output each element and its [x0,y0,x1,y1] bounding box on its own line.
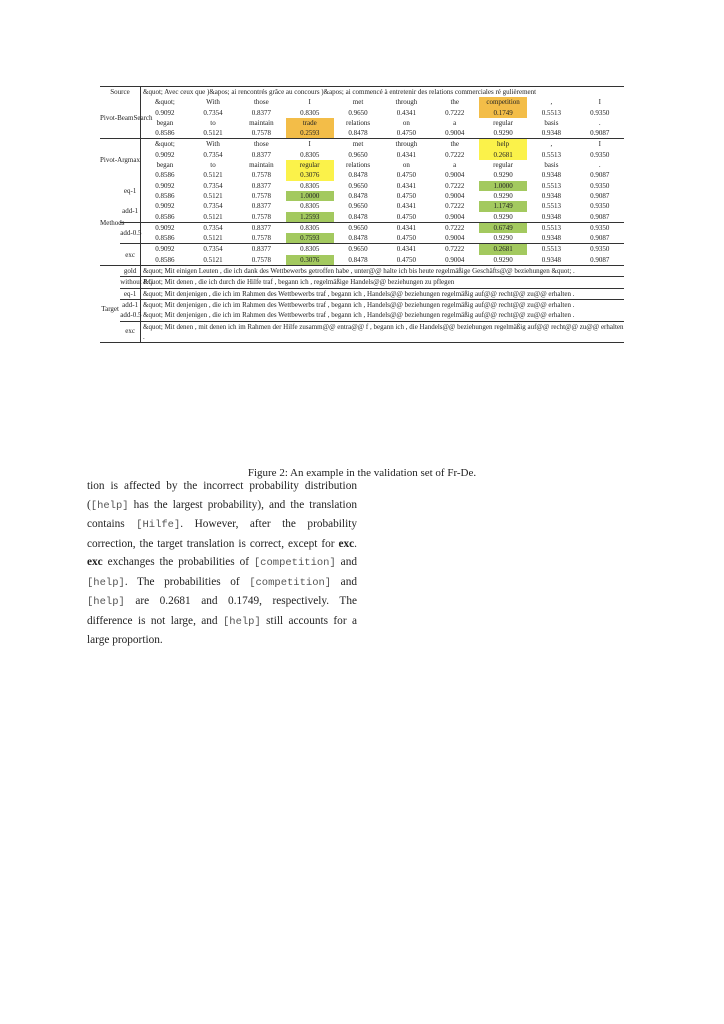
target-row [100,321,624,342]
prob-cell: 0.9087 [590,234,610,243]
token-cell: maintain [249,161,274,170]
method-name: add-1 [120,201,140,222]
prob-cell: 0.8305 [300,202,320,211]
token-cell: help [479,139,527,150]
prob-cell: 0.9087 [590,255,610,264]
prob-cell: 0.9092 [155,108,175,117]
prob-cell: 0.9348 [541,191,562,200]
prob-cell: 0.9350 [590,108,610,117]
token-cell: I [308,98,311,107]
target-method-name: without P.C [120,278,153,287]
prob-cell: 0.7354 [203,181,223,190]
prob-cell: 0.4341 [396,150,417,159]
section-label: Target [101,305,119,314]
target-text: &quot; Mit denen , mit denen ich im Rahmen der Hilfe zusamm@@ entra@@ f , begann ich , die Handels@@ beziehungen regelmäßig auf@@ recht@@ zu@@ erhalten . [141,321,625,342]
prob-cell: 0.8586 [155,234,175,243]
method-row [100,233,624,244]
figure-caption: Figure 2: An example in the validation set of Fr-De. [247,467,477,479]
code-token: [competition] [249,576,332,589]
prob-cell: 0.9350 [576,222,624,233]
token-cell: through [395,98,418,107]
token-cell: . [598,161,601,170]
target-row [100,299,624,310]
prob-cell: 0.7578 [251,191,271,200]
prob-cell: 0.9290 [493,129,513,138]
prob-cell: 0.8478 [348,255,368,264]
prob-cell: 0.1749 [479,108,527,118]
target-text: &quot; Mit denjenigen , die ich im Rahmen des Wettbewerbs traf , begann ich , Handels@@ beziehungen regelmäßig auf@@ recht@@ zu@@ erhalten . [143,311,575,320]
prob-cell: 0.4341 [396,181,417,190]
token-cell: , [550,98,553,107]
prob-cell: 0.8377 [251,108,271,117]
prob-cell: 0.4341 [382,222,430,233]
prob-cell: 0.4750 [396,191,417,200]
token-cell: through [382,139,430,150]
prob-cell: 0.8586 [155,255,175,264]
example-table [100,86,624,343]
token-cell: those [253,98,269,107]
prob-cell: 0.8586 [155,171,175,180]
method-row [100,191,624,201]
prob-cell: 0.8377 [237,244,285,255]
text: . However, after the probability correction, the target translation is correct, except for [87,518,357,550]
target-text: &quot; Mit einigen Leuten , die ich dank des Wettbewerbs getroffen habe , unter@@ halte ich bis heute regelmäßige Geschäfts@@ beziehungen &quot; . [141,266,625,277]
text: exchanges the probabilities of [102,556,254,568]
prob-cell: 1.1749 [479,201,527,211]
target-method-name: add-0.5 [120,311,142,320]
prob-cell: 0.4750 [396,129,417,138]
method-row [100,212,624,223]
token-cell: basis [544,118,559,127]
token-cell: With [206,98,220,107]
method-name: exc [120,244,140,266]
token-cell: regular [286,160,334,170]
prob-cell: 0.8305 [286,222,334,233]
prob-cell: 0.5513 [541,150,562,159]
prob-cell: 0.9004 [445,129,465,138]
method-row [100,222,624,233]
token-cell: &quot; [141,139,189,150]
token-cell: began [156,161,174,170]
prob-cell: 0.9004 [445,255,465,264]
prob-cell: 0.8305 [300,108,320,117]
method-row [100,97,624,107]
method-name: Pivot-BeamSearch [100,97,141,139]
method-name: exc [338,537,355,550]
prob-cell: 0.9004 [445,212,465,221]
prob-cell: 0.9087 [590,212,610,221]
token-cell: , [527,139,575,150]
prob-cell: 0.9650 [334,244,382,255]
prob-cell: 0.4750 [396,171,417,180]
prob-cell: 0.9092 [155,202,175,211]
method-name: exc [87,556,103,568]
prob-cell: 1.0000 [286,191,334,201]
code-token: [competition] [253,557,336,569]
prob-cell: 0.9350 [590,202,610,211]
method-row [100,118,624,128]
method-name: eq-1 [120,181,140,202]
prob-cell: 0.7222 [445,181,465,190]
prob-cell: 0.9092 [155,150,175,159]
prob-cell: 0.9350 [576,244,624,255]
prob-cell: 0.2681 [479,150,527,160]
method-row [100,108,624,118]
token-cell: &quot; [155,98,175,107]
method-row [100,160,624,170]
code-token: [help] [87,596,125,608]
prob-cell: 0.9087 [590,171,610,180]
prob-cell: 0.7578 [251,171,271,180]
token-cell: I [286,139,334,150]
token-cell: on [402,118,410,127]
prob-cell: 0.5121 [203,129,223,138]
prob-cell: 1.2593 [286,212,334,223]
prob-cell: 0.7354 [203,150,223,159]
method-name: add-0.5 [120,222,140,244]
text: still accounts for a large proportion. [87,614,357,646]
token-cell: relations [345,118,371,127]
text: and [331,575,357,588]
prob-cell: 0.8377 [251,150,271,159]
method-row [100,150,624,160]
prob-cell: 0.9290 [493,212,513,221]
prob-cell: 0.9092 [141,222,189,233]
prob-cell: 0.5121 [203,212,223,221]
prob-cell: 0.9004 [445,234,465,243]
prob-cell: 0.9087 [590,191,610,200]
code-token: [help] [87,576,125,589]
prob-cell: 0.3076 [286,170,334,180]
token-cell: to [210,161,216,170]
prob-cell: 0.8377 [251,202,271,211]
prob-cell: 0.9650 [348,150,368,159]
token-cell: basis [544,161,559,170]
prob-cell: 0.9092 [155,181,175,190]
body-paragraph [87,477,357,650]
target-method-name: eq-1 [120,288,140,299]
prob-cell: 0.4341 [382,244,430,255]
target-row [100,288,624,299]
prob-cell: 0.5513 [527,244,575,255]
prob-cell: 0.8586 [155,129,175,138]
source-text: &quot; Avec ceux que )&apos; ai rencontrés grâce au concours )&apos; ai commencé à entretenir des relations commerciales ré gulièrement [143,88,537,97]
prob-cell: 0.9087 [590,129,610,138]
prob-cell: 0.9290 [493,234,513,243]
prob-cell: 0.8305 [300,150,320,159]
method-row [100,255,624,266]
prob-cell: 0.4750 [396,212,417,221]
prob-cell: 0.3076 [286,255,334,266]
token-cell: the [450,98,460,107]
prob-cell: 0.9092 [141,244,189,255]
prob-cell: 0.9348 [541,129,562,138]
prob-cell: 0.7354 [189,222,237,233]
prob-cell: 0.4341 [396,202,417,211]
prob-cell: 0.7222 [445,202,465,211]
prob-cell: 0.6749 [479,222,527,233]
token-cell: regular [493,161,513,170]
prob-cell: 0.9348 [541,255,562,264]
prob-cell: 0.9004 [445,171,465,180]
prob-cell: 0.7578 [251,129,271,138]
prob-cell: 0.9348 [541,234,562,243]
prob-cell: 0.7593 [286,233,334,244]
prob-cell: 0.8586 [155,191,175,200]
target-method-name: gold [120,266,140,277]
prob-cell: 0.8478 [348,234,368,243]
prob-cell: 0.9650 [348,108,368,117]
token-cell: maintain [249,118,274,127]
token-cell: a [453,161,457,170]
prob-cell: 0.9650 [348,202,368,211]
prob-cell: 0.8305 [286,244,334,255]
prob-cell: 0.7354 [203,202,223,211]
target-row [100,310,624,321]
prob-cell: 0.5513 [527,222,575,233]
prob-cell: 1.0000 [479,181,527,191]
method-row [100,244,624,255]
method-name: Pivot-Argmax [100,139,141,181]
prob-cell: 0.8586 [155,212,175,221]
prob-cell: 0.7578 [251,255,271,264]
token-cell: With [189,139,237,150]
token-cell: I [598,98,601,107]
token-cell: a [453,118,457,127]
prob-cell: 0.8377 [237,222,285,233]
prob-cell: 0.9290 [493,191,513,200]
prob-cell: 0.8305 [300,181,320,190]
token-cell: on [402,161,410,170]
prob-cell: 0.9348 [541,171,562,180]
prob-cell: 0.9350 [590,150,610,159]
prob-cell: 0.7578 [251,234,271,243]
code-token: [help] [90,499,129,512]
target-method-name: exc [120,321,140,342]
code-token: [Hilfe] [136,519,181,531]
text: . The probabilities of [124,575,250,588]
target-row [100,277,624,288]
text: and [335,556,357,568]
token-cell: I [576,139,624,150]
target-method-name: add-1 [120,299,140,310]
prob-cell: 0.8478 [348,171,368,180]
prob-cell: 0.2681 [479,244,527,255]
token-cell: began [156,118,174,127]
text: . [354,537,357,550]
target-text: &quot; Mit denen , die ich durch die Hilfe traf , begann ich , regelmäßige Handels@@ beziehungen zu pflegen [141,277,625,288]
method-row [100,201,624,211]
prob-cell: 0.7578 [251,212,271,221]
method-row [100,170,624,180]
text: tion is affected by the incorrect probability distribution ( [87,480,357,511]
method-row [100,128,624,139]
target-text: &quot; Mit denjenigen , die ich im Rahmen des Wettbewerbs traf , begann ich , Handels@@ beziehungen regelmäßig auf@@ recht@@ zu@@ erhalten . [141,299,625,310]
prob-cell: 0.7222 [431,222,479,233]
prob-cell: 0.8478 [348,129,368,138]
token-cell: . [598,118,601,127]
prob-cell: 0.5121 [203,171,223,180]
prob-cell: 0.9290 [493,255,513,264]
token-cell: trade [286,118,334,128]
text: are 0.2681 and 0.1749, respectively. The difference is not large, and [87,595,357,627]
token-cell: competition [479,97,527,107]
prob-cell: 0.8478 [348,212,368,221]
prob-cell: 0.4750 [396,255,417,264]
text: has the largest probability), and the translation contains [87,498,357,530]
prob-cell: 0.5121 [203,191,223,200]
prob-cell: 0.9004 [445,191,465,200]
prob-cell: 0.5121 [203,234,223,243]
method-row [100,139,624,150]
prob-cell: 0.8377 [251,181,271,190]
prob-cell: 0.5121 [203,255,223,264]
code-token: [help] [222,615,261,628]
token-cell: relations [345,161,371,170]
token-cell: to [210,118,216,127]
prob-cell: 0.5513 [541,181,562,190]
prob-cell: 0.7354 [203,108,223,117]
token-cell: regular [493,118,513,127]
prob-cell: 0.4750 [396,234,417,243]
source-row [100,87,624,98]
prob-cell: 0.7354 [189,244,237,255]
token-cell: the [431,139,479,150]
prob-cell: 0.9650 [348,181,368,190]
prob-cell: 0.2593 [286,128,334,139]
prob-cell: 0.9348 [541,212,562,221]
prob-cell: 0.8478 [348,191,368,200]
token-cell: those [237,139,285,150]
prob-cell: 0.9350 [590,181,610,190]
token-cell: met [334,139,382,150]
method-row [100,181,624,191]
section-label-spacer [100,266,120,277]
prob-cell: 0.7222 [431,244,479,255]
prob-cell: 0.9290 [493,171,513,180]
prob-cell: 0.5513 [541,202,562,211]
prob-cell: 0.4341 [396,108,417,117]
prob-cell: 0.5513 [541,108,562,117]
token-cell: met [352,98,364,107]
prob-cell: 0.9650 [334,222,382,233]
row-label: Source [100,87,141,98]
prob-cell: 0.7222 [445,150,465,159]
target-row [100,266,624,277]
prob-cell: 0.7222 [445,108,465,117]
section-label: Methods [100,218,125,227]
target-text: &quot; Mit denjenigen , die ich im Rahmen des Wettbewerbs traf , begann ich , Handels@@ beziehungen regelmäßig auf@@ recht@@ zu@@ erhalten . [141,288,625,299]
